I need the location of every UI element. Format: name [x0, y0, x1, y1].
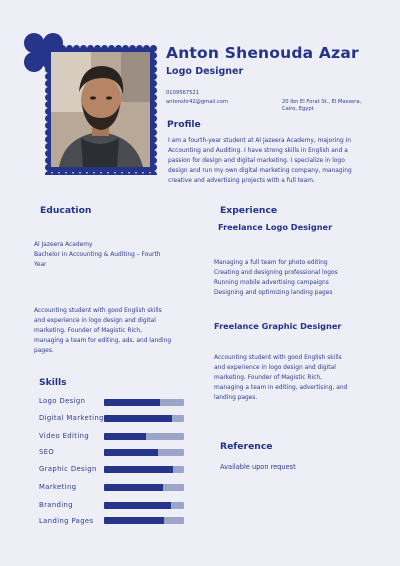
skill-bar — [104, 484, 184, 491]
phone-number: 0109567521 — [166, 90, 200, 96]
education-summary-line: Accounting student with good English skills — [34, 308, 162, 314]
profile-line: I am a fourth-year student at Al Jazeera Academy, majoring in — [168, 138, 352, 144]
skill-bar — [104, 502, 184, 509]
job-duty: Designing and optimizing landing pages — [214, 290, 333, 296]
education-summary-line: pages. — [34, 348, 54, 354]
reference-heading: Reference — [220, 441, 273, 452]
skill-label: Marketing — [39, 483, 77, 491]
skill-bar — [104, 466, 184, 473]
email-address: antonshr42@gmail.com — [166, 99, 229, 105]
address-line-1: 20 Ibn El Forat St., El Massera, — [282, 99, 362, 105]
skill-label: Logo Design — [39, 397, 86, 405]
education-summary-line: managing a team for editing, ads, and landing — [34, 338, 172, 344]
profile-line: Accounting and Auditing. I have strong skills in English and a — [168, 148, 348, 154]
skill-bar-fill — [104, 502, 171, 509]
skill-label: Branding — [39, 501, 73, 509]
education-heading: Education — [40, 205, 92, 216]
job-duties-graphic-designer — [214, 353, 384, 403]
candidate-name: Anton Shenouda Azar — [166, 44, 359, 62]
skill-bar-fill — [104, 449, 158, 456]
education-summary-line: marketing. Founder of Magistic Rich, — [34, 328, 142, 334]
skill-bar-fill — [104, 433, 146, 440]
skill-label: SEO — [39, 448, 55, 456]
skills-heading: Skills — [39, 377, 67, 388]
education-details — [34, 240, 194, 270]
skill-bar — [104, 449, 184, 456]
skill-bar-fill — [104, 466, 173, 473]
education-summary-line: and experience in logo design and digital — [34, 318, 156, 324]
experience-heading: Experience — [220, 205, 278, 216]
skill-bar — [104, 399, 184, 406]
job-duty: managing a team in editing, advertising, and — [214, 385, 348, 391]
job-duty: marketing. Founder of Magistic Rich, — [214, 375, 322, 381]
skill-label: Digital Marketing — [39, 414, 104, 422]
skill-bar-fill — [104, 517, 164, 524]
skill-bar-fill — [104, 484, 163, 491]
job-duty: Managing a full team for photo editing — [214, 260, 328, 266]
job-duty: Running mobile advertising campaigns — [214, 280, 329, 286]
job-duties-logo-designer — [214, 258, 384, 298]
skill-bar-fill — [104, 415, 172, 422]
skill-label: Landing Pages — [39, 517, 94, 525]
address-line-2: Cairo, Egypt — [282, 106, 314, 112]
job-duty: and experience in logo design and digital — [214, 365, 336, 371]
education-school: Al Jazeera Academy — [34, 242, 93, 248]
education-degree-line: Year — [34, 262, 47, 268]
job-title-graphic-designer: Freelance Graphic Designer — [214, 321, 342, 331]
skill-bar — [104, 433, 184, 440]
education-degree-line: Bachelor in Accounting & Auditing – Fourth — [34, 252, 161, 258]
education-summary — [34, 306, 194, 356]
job-title-logo-designer: Freelance Logo Designer — [218, 222, 333, 232]
profile-line: passion for design and digital marketing. I specialize in logo — [168, 158, 345, 164]
profile-line: creative and advertising projects with a full team. — [168, 178, 315, 184]
profile-line: design and run my own digital marketing company, managing — [168, 168, 352, 174]
profile-photo — [51, 52, 150, 167]
skill-bar — [104, 415, 184, 422]
skill-bar — [104, 517, 184, 524]
candidate-role: Logo Designer — [166, 66, 244, 77]
profile-heading: Profile — [167, 119, 201, 130]
skill-bar-fill — [104, 399, 160, 406]
profile-text — [168, 136, 380, 186]
job-duty: landing pages. — [214, 395, 258, 401]
skill-label: Video Editing — [39, 432, 90, 440]
job-duty: Creating and designing professional logos — [214, 270, 338, 276]
job-duty: Accounting student with good English skills — [214, 355, 342, 361]
reference-text: Available upon request — [220, 463, 296, 471]
skill-label: Graphic Design — [39, 465, 97, 473]
